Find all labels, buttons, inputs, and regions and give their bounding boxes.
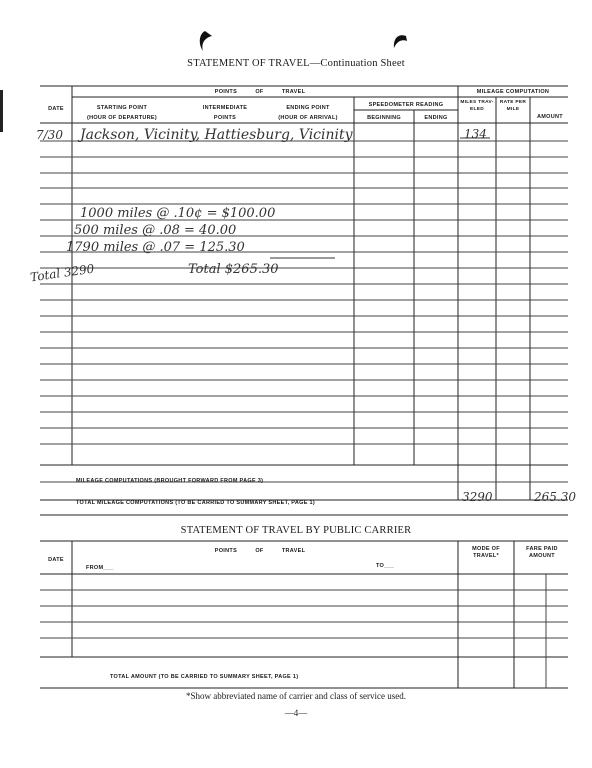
brought-forward-label: MILEAGE COMPUTATIONS (BROUGHT FORWARD FROM PAGE 3) — [76, 478, 264, 484]
carrier-total-amount-label: TOTAL AMOUNT (TO BE CARRIED TO SUMMARY SHEET, PAGE 1) — [110, 674, 299, 680]
header-ending: ENDING — [424, 115, 448, 121]
total-amount-value: 265.30 — [534, 490, 576, 504]
header-points-of-travel: POINTS OF TRAVEL — [214, 89, 306, 95]
carrier-header-points-of-travel: POINTS OF TRAVEL — [214, 548, 306, 554]
carrier-header-to: TO___ — [376, 563, 395, 569]
header-date: DATE — [48, 106, 64, 112]
carrier-header-fare-paid-amount: FARE PAID AMOUNT — [526, 546, 558, 559]
carrier-header-date: DATE — [48, 557, 64, 563]
calc-line-1: 1000 miles @ .10¢ = $100.00 — [80, 206, 276, 221]
entry-route: Jackson, Vicinity, Hattiesburg, Vicinity — [80, 127, 353, 143]
sheet-title: STATEMENT OF TRAVEL—Continuation Sheet — [187, 58, 405, 69]
footnote: *Show abbreviated name of carrier and class of service used. — [186, 691, 406, 701]
total-left: Total 3290 — [29, 261, 96, 285]
header-miles-traveled: MILES TRAV- ELED — [460, 100, 494, 112]
carrier-header-mode-of-travel: MODE OF TRAVEL* — [472, 546, 500, 559]
carrier-title: STATEMENT OF TRAVEL BY PUBLIC CARRIER — [180, 525, 412, 536]
header-speedometer-reading: SPEEDOMETER READING — [368, 102, 444, 108]
entry-miles: 134 — [464, 127, 487, 141]
calc-line-2: 500 miles @ .08 = 40.00 — [74, 223, 237, 238]
header-amount: AMOUNT — [537, 114, 563, 120]
header-points: POINTS — [213, 115, 237, 121]
header-starting-point: STARTING POINT — [96, 105, 148, 111]
header-rate-per-mile: RATE PER MILE — [499, 100, 527, 112]
header-mileage-computation: MILEAGE COMPUTATION — [476, 89, 550, 95]
header-intermediate: INTERMEDIATE — [202, 105, 248, 111]
entry-date: 7/30 — [36, 128, 63, 142]
total-right: Total $265.30 — [188, 262, 279, 277]
header-ending-point: ENDING POINT — [286, 105, 330, 111]
total-miles-value: 3290 — [462, 490, 493, 504]
header-hour-of-arrival: (HOUR OF ARRIVAL) — [278, 115, 338, 121]
header-beginning: BEGINNING — [367, 115, 401, 121]
total-mileage-label: TOTAL MILEAGE COMPUTATIONS (TO BE CARRIED TO SUMMARY SHEET, PAGE 1) — [76, 500, 315, 506]
page-number: —4— — [284, 708, 308, 718]
calc-line-3: 1790 miles @ .07 = 125.30 — [66, 240, 245, 255]
carrier-header-from: FROM___ — [86, 565, 114, 571]
header-hour-of-departure: (HOUR OF DEPARTURE) — [86, 115, 158, 121]
